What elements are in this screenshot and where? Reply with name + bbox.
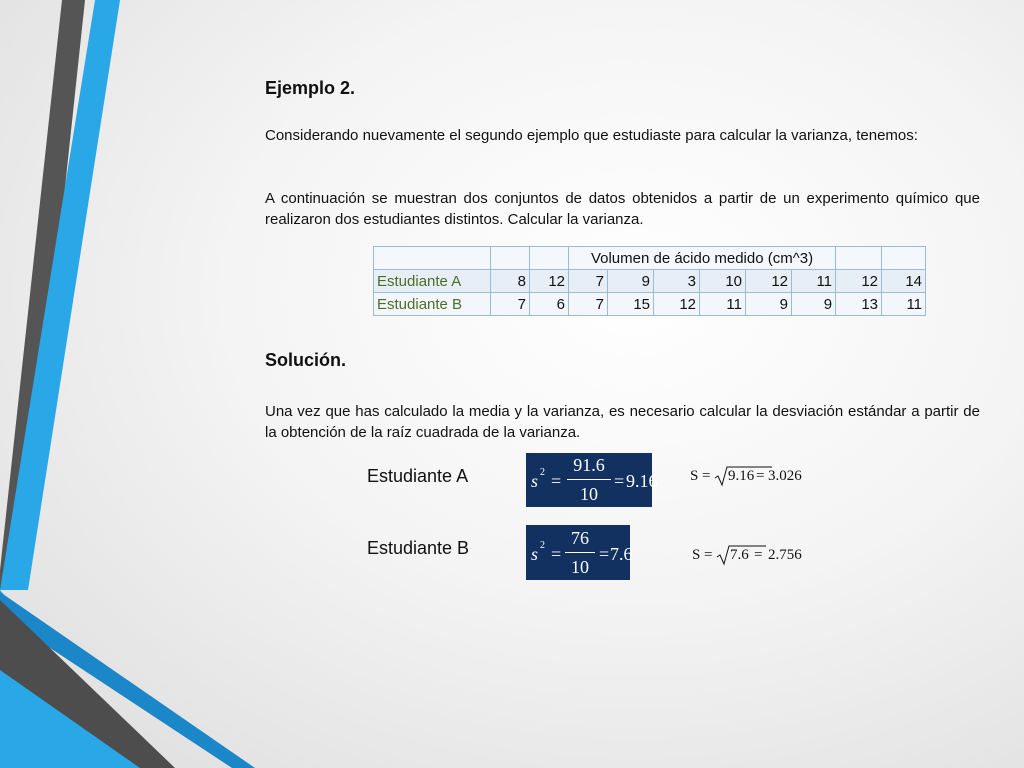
table-cell: 6 [530,293,569,316]
table-cell: 10 [700,270,746,293]
row-label: Estudiante B [374,293,491,316]
table-cell [491,247,530,270]
variance-denominator: 10 [571,557,589,577]
sd-result: 3.026 [768,468,802,484]
table-cell: 9 [608,270,654,293]
sd-formula-b [692,545,832,567]
variance-exponent: 2 [540,467,545,478]
equals-sign: = [551,544,562,564]
table-cell: 3 [654,270,700,293]
table-cell: 7 [491,293,530,316]
data-table [373,246,926,316]
row-label: Estudiante A [374,270,491,293]
variance-denominator: 10 [580,484,598,504]
table-cell: 9 [792,293,836,316]
sd-symbol: S [692,547,701,563]
table-cell [374,247,491,270]
variance-numerator: 91.6 [573,455,605,475]
equals-sign: = [754,547,763,563]
sd-formula-a [690,466,830,488]
table-row [374,270,926,293]
student-b-label: Estudiante B [367,538,470,558]
variance-result: 7.6 [610,544,633,564]
table-cell: 9 [746,293,792,316]
table-cell: 11 [792,270,836,293]
variance-formula-a [526,453,658,507]
equals-sign: = [704,547,713,563]
table-cell: 7 [569,270,608,293]
table-header-volume: Volumen de ácido medido (cm^3) [569,247,836,270]
table-cell: 7 [569,293,608,316]
table-cell [882,247,926,270]
table-cell: 11 [882,293,926,316]
sd-radicand: 9.16 [728,468,755,484]
equals-sign: = [614,471,625,491]
fraction-bar [565,552,595,553]
sd-radicand: 7.6 [730,547,749,563]
equals-sign: = [551,471,562,491]
variance-symbol: s [531,544,539,564]
table-cell: 12 [654,293,700,316]
equals-sign: = [599,544,610,564]
variance-exponent: 2 [540,540,545,551]
table-cell: 12 [836,270,882,293]
table-cell [530,247,569,270]
intro-paragraph: Considerando nuevamente el segundo ejemplo que estudiaste para calcular la varianza, tenemos: [265,127,918,144]
table-cell: 14 [882,270,926,293]
example-heading: Ejemplo 2. [265,78,356,98]
variance-formula-b [526,525,633,580]
sd-symbol: S [690,468,699,484]
table-cell: 15 [608,293,654,316]
table-cell: 12 [746,270,792,293]
table-row [374,293,926,316]
student-a-label: Estudiante A [367,466,469,486]
problem-paragraph: A continuación se muestran dos conjuntos de datos obtenidos a partir de un experimento químico que realizaron dos estudiantes distintos. Calcular la varianza. [265,190,980,228]
solution-heading: Solución. [265,350,346,370]
variance-symbol: s [531,471,539,491]
equals-sign: = [702,468,711,484]
variance-result: 9.16 [626,471,658,491]
table-cell: 11 [700,293,746,316]
fraction-bar [567,479,611,480]
table-cell: 8 [491,270,530,293]
variance-numerator: 76 [571,528,589,548]
equals-sign: = [756,468,765,484]
solution-paragraph: Una vez que has calculado la media y la varianza, es necesario calcular la desviación estándar a partir de la obtención de la raíz cuadrada de la varianza. [265,403,980,441]
table-cell [836,247,882,270]
table-cell: 12 [530,270,569,293]
table-cell: 13 [836,293,882,316]
table-header-row [374,247,926,270]
sd-result: 2.756 [768,547,802,563]
